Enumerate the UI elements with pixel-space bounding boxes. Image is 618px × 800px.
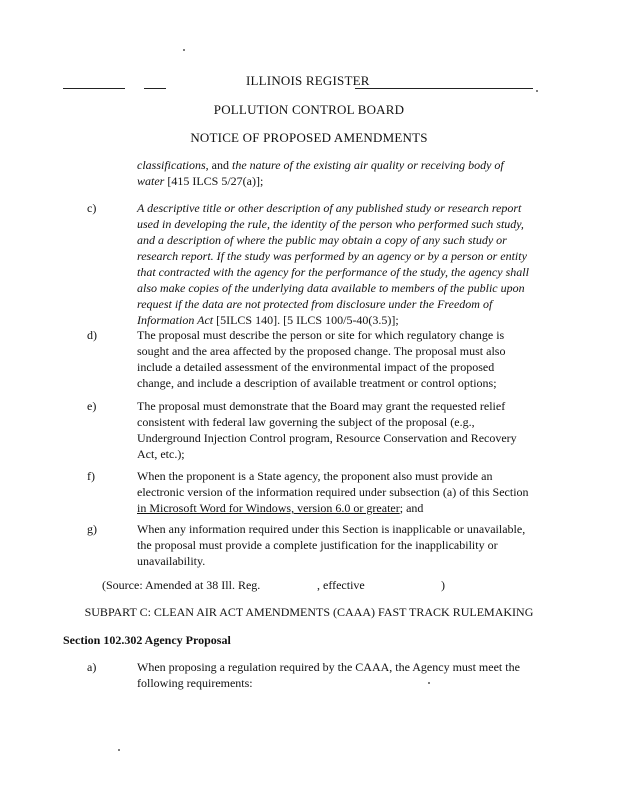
source-close: ) — [441, 578, 445, 592]
item-c-label: c) — [87, 201, 97, 215]
item-f-label: f) — [87, 469, 95, 483]
item-f-text-b: ; and — [399, 501, 424, 515]
notice-title: NOTICE OF PROPOSED AMENDMENTS — [190, 130, 428, 145]
continuation-plain-b: [415 ILCS 5/27(a)]; — [164, 174, 264, 188]
scan-speck — [536, 90, 538, 92]
board-title: POLLUTION CONTROL BOARD — [213, 102, 405, 117]
item-g-text: When any information required under this Section is inapplicable or unavailable, the proposal must provide a complete justification for the inapplicability or unavailability. — [137, 522, 526, 568]
header-blank-rule-3 — [355, 88, 533, 89]
scan-speck — [118, 749, 120, 751]
section-heading: Section 102.302 Agency Proposal — [63, 633, 231, 647]
subpart-heading: SUBPART C: CLEAN AIR ACT AMENDMENTS (CAAA) FAST TRACK RULEMAKING — [84, 605, 534, 619]
item-e-text: The proposal must demonstrate that the Board may grant the requested relief consistent with federal law governing the subject of the proposal (e.g., Underground Injection Control program, Resource Conservation and Recovery Act, etc.); — [137, 399, 517, 461]
item-d-label: d) — [87, 328, 97, 342]
scan-speck — [428, 682, 430, 684]
continuation-italic-a: classifications — [137, 158, 206, 172]
item-a-text: When proposing a regulation required by the CAAA, the Agency must meet the following requirements: — [137, 660, 520, 690]
register-title: ILLINOIS REGISTER — [246, 73, 370, 88]
item-c-italic: A descriptive title or other description of any published study or research report used in developing the rule, the identity of the person who performed such study, and a description of where the public may obtain a copy of any such study or research report. If the study was performed by an agency or by a person or entity that contracted with the agency for the performance of the study, the agency shall also make copies of the underlying data available to members of the public upon request if the data are not protected from disclosure under the Freedom of Information Act — [137, 201, 529, 327]
item-c-citation: [5ILCS 140]. [5 ILCS 100/5-40(3.5)]; — [213, 313, 399, 327]
item-f-text-a: When the proponent is a State agency, the proponent also must provide an electronic version of the information required under subsection (a) of this Section — [137, 469, 529, 499]
item-a-label: a) — [87, 660, 97, 674]
item-g-label: g) — [87, 522, 97, 536]
item-f-underlined: in Microsoft Word for Windows, version 6.0 or greater — [137, 501, 400, 515]
item-d-text: The proposal must describe the person or site for which regulatory change is sought and the area affected by the proposed change. The proposal must also include a detailed assessment of the environmental impact of the proposed change, and include a description of available treatment or control options; — [137, 328, 506, 390]
continuation-italic-b: the nature of the existing air quality or receiving body of water — [137, 158, 504, 188]
header-blank-rule-1 — [63, 88, 125, 89]
header-blank-rule-2 — [144, 88, 166, 89]
scan-speck — [183, 49, 185, 51]
item-e-label: e) — [87, 399, 97, 413]
continuation-paragraph — [137, 157, 522, 189]
source-prefix: (Source: Amended at 38 Ill. Reg. — [102, 578, 261, 592]
item-f-text — [137, 468, 532, 516]
continuation-plain-a: , and — [205, 158, 232, 172]
source-effective: , effective — [317, 578, 365, 592]
item-c-text — [137, 200, 532, 328]
